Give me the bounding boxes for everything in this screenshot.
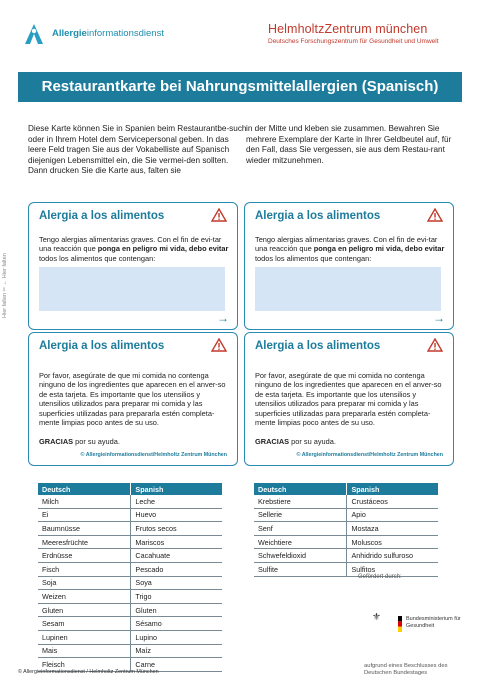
table-header: Deutsch: [38, 483, 131, 495]
cell-deutsch: Schwefeldioxid: [254, 549, 347, 563]
cell-deutsch: Fisch: [38, 562, 131, 576]
cell-spanish: Sulfitos: [347, 562, 438, 576]
cell-spanish: Sésamo: [131, 617, 222, 631]
table-row: [38, 617, 222, 631]
bundestag-note: aufgrund eines Beschlusses des Deutschen Bundestages: [364, 663, 448, 676]
helmholtz-title: HelmholtzZentrum münchen: [268, 22, 428, 36]
table-row: [38, 508, 222, 522]
cell-deutsch: Meeresfrüchte: [38, 535, 131, 549]
card-front-text: Tengo alergias alimentarias graves. Con el fin de evi-tar una reacción que ponga en peligro mi vida, debo evitar todos los alimentos que contengan:: [39, 235, 229, 263]
warning-icon: [427, 208, 443, 222]
card-credit: © Allergieinformationsdienst/Helmholtz Zentrum München: [80, 452, 227, 458]
ministry-logo: [372, 606, 462, 640]
card-thanks: GRACIAS por su ayuda.: [255, 437, 336, 446]
arrow-right-icon: →: [433, 311, 445, 325]
allergen-entry-field[interactable]: [255, 267, 441, 311]
cell-spanish: Mostaza: [347, 522, 438, 536]
vocab-table-left: [38, 483, 222, 672]
cell-deutsch: Gluten: [38, 603, 131, 617]
cell-spanish: Moluscos: [347, 535, 438, 549]
cell-deutsch: Krebstiere: [254, 495, 347, 508]
cell-spanish: Cacahuate: [131, 549, 222, 563]
table-row: [38, 644, 222, 658]
intro-text-right: in der Mitte und kleben sie zusammen. Bewahren Sie mehrere Exemplare der Karte in Ihrer Geldbeutel auf, für den Fall, dass Sie vergessen, sie aus dem Restau-rant wieder mitzunehmen.: [246, 124, 452, 165]
fold-label: Hier falten ✂ ← Hier falten: [2, 253, 8, 318]
cell-spanish: Mariscos: [131, 535, 222, 549]
table-header: Spanish: [347, 483, 438, 495]
cell-deutsch: Lupinen: [38, 630, 131, 644]
cell-spanish: Huevo: [131, 508, 222, 522]
card-title: Alergia a los alimentos: [39, 340, 165, 352]
table-row: [254, 535, 438, 549]
allergen-entry-field[interactable]: [39, 267, 225, 311]
footer-copyright: © Allergieinformationsdienst / Helmholtz Zentrum München: [18, 669, 159, 675]
warning-icon: [211, 338, 227, 352]
card-title: Alergia a los alimentos: [255, 210, 381, 222]
cell-spanish: Anhidrido sulfuroso: [347, 549, 438, 563]
card-title: Alergia a los alimentos: [39, 210, 165, 222]
cell-deutsch: Weichtiere: [254, 535, 347, 549]
cell-deutsch: Soja: [38, 576, 131, 590]
cell-deutsch: Erdnüsse: [38, 549, 131, 563]
table-row: [38, 590, 222, 604]
arrow-right-icon: →: [217, 311, 229, 325]
cell-deutsch: Sesam: [38, 617, 131, 631]
table-row: [38, 535, 222, 549]
vocab-table-right: [254, 483, 438, 577]
funding-label: Gefördert durch:: [358, 574, 402, 580]
cell-spanish: Gluten: [131, 603, 222, 617]
card-front-text: Tengo alergias alimentarias graves. Con el fin de evi-tar una reacción que ponga en peligro mi vida, debo evitar todos los alimentos que contengan:: [255, 235, 445, 263]
table-header: Deutsch: [254, 483, 347, 495]
cell-spanish: Soya: [131, 576, 222, 590]
table-row: [254, 495, 438, 508]
card-credit: © Allergieinformationsdienst/Helmholtz Zentrum München: [296, 452, 443, 458]
cell-deutsch: Ei: [38, 508, 131, 522]
table-header: Spanish: [131, 483, 222, 495]
cell-spanish: Maíz: [131, 644, 222, 658]
table-row: [254, 508, 438, 522]
cell-deutsch: Milch: [38, 495, 131, 508]
warning-icon: [211, 208, 227, 222]
cell-spanish: Trigo: [131, 590, 222, 604]
cell-spanish: Frutos secos: [131, 522, 222, 536]
table-row: [254, 522, 438, 536]
card-back-left: [28, 332, 238, 466]
cell-spanish: Leche: [131, 495, 222, 508]
table-row: [38, 630, 222, 644]
card-back-text: Por favor, asegúrate de que mi comida no contenga ninguno de los ingredientes que aparecen en el anver-so de esta tarjeta. Es importante que los utensilios y utensilios utilizados para preparar mi comida y las superficies utilizadas para prepararla estén completa-mente limpias poco antes de su uso.: [255, 371, 442, 428]
cell-spanish: Crustáceos: [347, 495, 438, 508]
intro-text-left: Diese Karte können Sie in Spanien beim Restaurantbe-such oder in Ihrem Hotel dem Servicepersonal geben. In das leere Feld tragen Sie aus der Vokabelliste auf Spanisch diejenigen Lebensmittel ein, die Sie vermei-den sollten. Dann drucken Sie die Karte aus, falten sie: [28, 124, 247, 176]
table-row: [38, 603, 222, 617]
helmholtz-logo: [268, 22, 468, 45]
table-row: [38, 576, 222, 590]
cell-spanish: Pescado: [131, 562, 222, 576]
logo-a-icon: [22, 22, 46, 46]
logo-brand-text: Allergieinformationsdienst: [52, 28, 164, 39]
table-row: [38, 549, 222, 563]
eagle-icon: ⚜: [372, 612, 381, 623]
table-row: [254, 562, 438, 576]
card-title: Alergia a los alimentos: [255, 340, 381, 352]
cell-deutsch: Baumnüsse: [38, 522, 131, 536]
card-back-text: Por favor, asegúrate de que mi comida no contenga ninguno de los ingredientes que aparecen en el anver-so de esta tarjeta. Es importante que los utensilios y utensilios utilizados para preparar mi comida y las superficies utilizadas para prepararla estén completa-mente limpias poco antes de su uso.: [39, 371, 226, 428]
cell-deutsch: Mais: [38, 644, 131, 658]
table-row: [38, 562, 222, 576]
cell-deutsch: Weizen: [38, 590, 131, 604]
card-front-right: [244, 202, 454, 330]
card-back-right: [244, 332, 454, 466]
cell-deutsch: Sulfite: [254, 562, 347, 576]
table-row: [38, 522, 222, 536]
cell-deutsch: Fleisch: [38, 658, 131, 672]
card-front-left: [28, 202, 238, 330]
cell-deutsch: Senf: [254, 522, 347, 536]
cell-spanish: Lupino: [131, 630, 222, 644]
ministry-name: Bundesministerium für Gesundheit: [406, 616, 461, 629]
page-title: Restaurantkarte bei Nahrungsmittelallergien (Spanisch): [18, 72, 462, 102]
allergieinformationsdienst-logo: [22, 22, 182, 46]
cell-spanish: Carne: [131, 658, 222, 672]
german-flag-icon: [398, 616, 402, 632]
helmholtz-subtitle: Deutsches Forschungszentrum für Gesundheit und Umwelt: [268, 38, 439, 45]
warning-icon: [427, 338, 443, 352]
table-row: [254, 549, 438, 563]
cell-deutsch: Sellerie: [254, 508, 347, 522]
card-thanks: GRACIAS por su ayuda.: [39, 437, 120, 446]
table-row: [38, 495, 222, 508]
cell-spanish: Apio: [347, 508, 438, 522]
